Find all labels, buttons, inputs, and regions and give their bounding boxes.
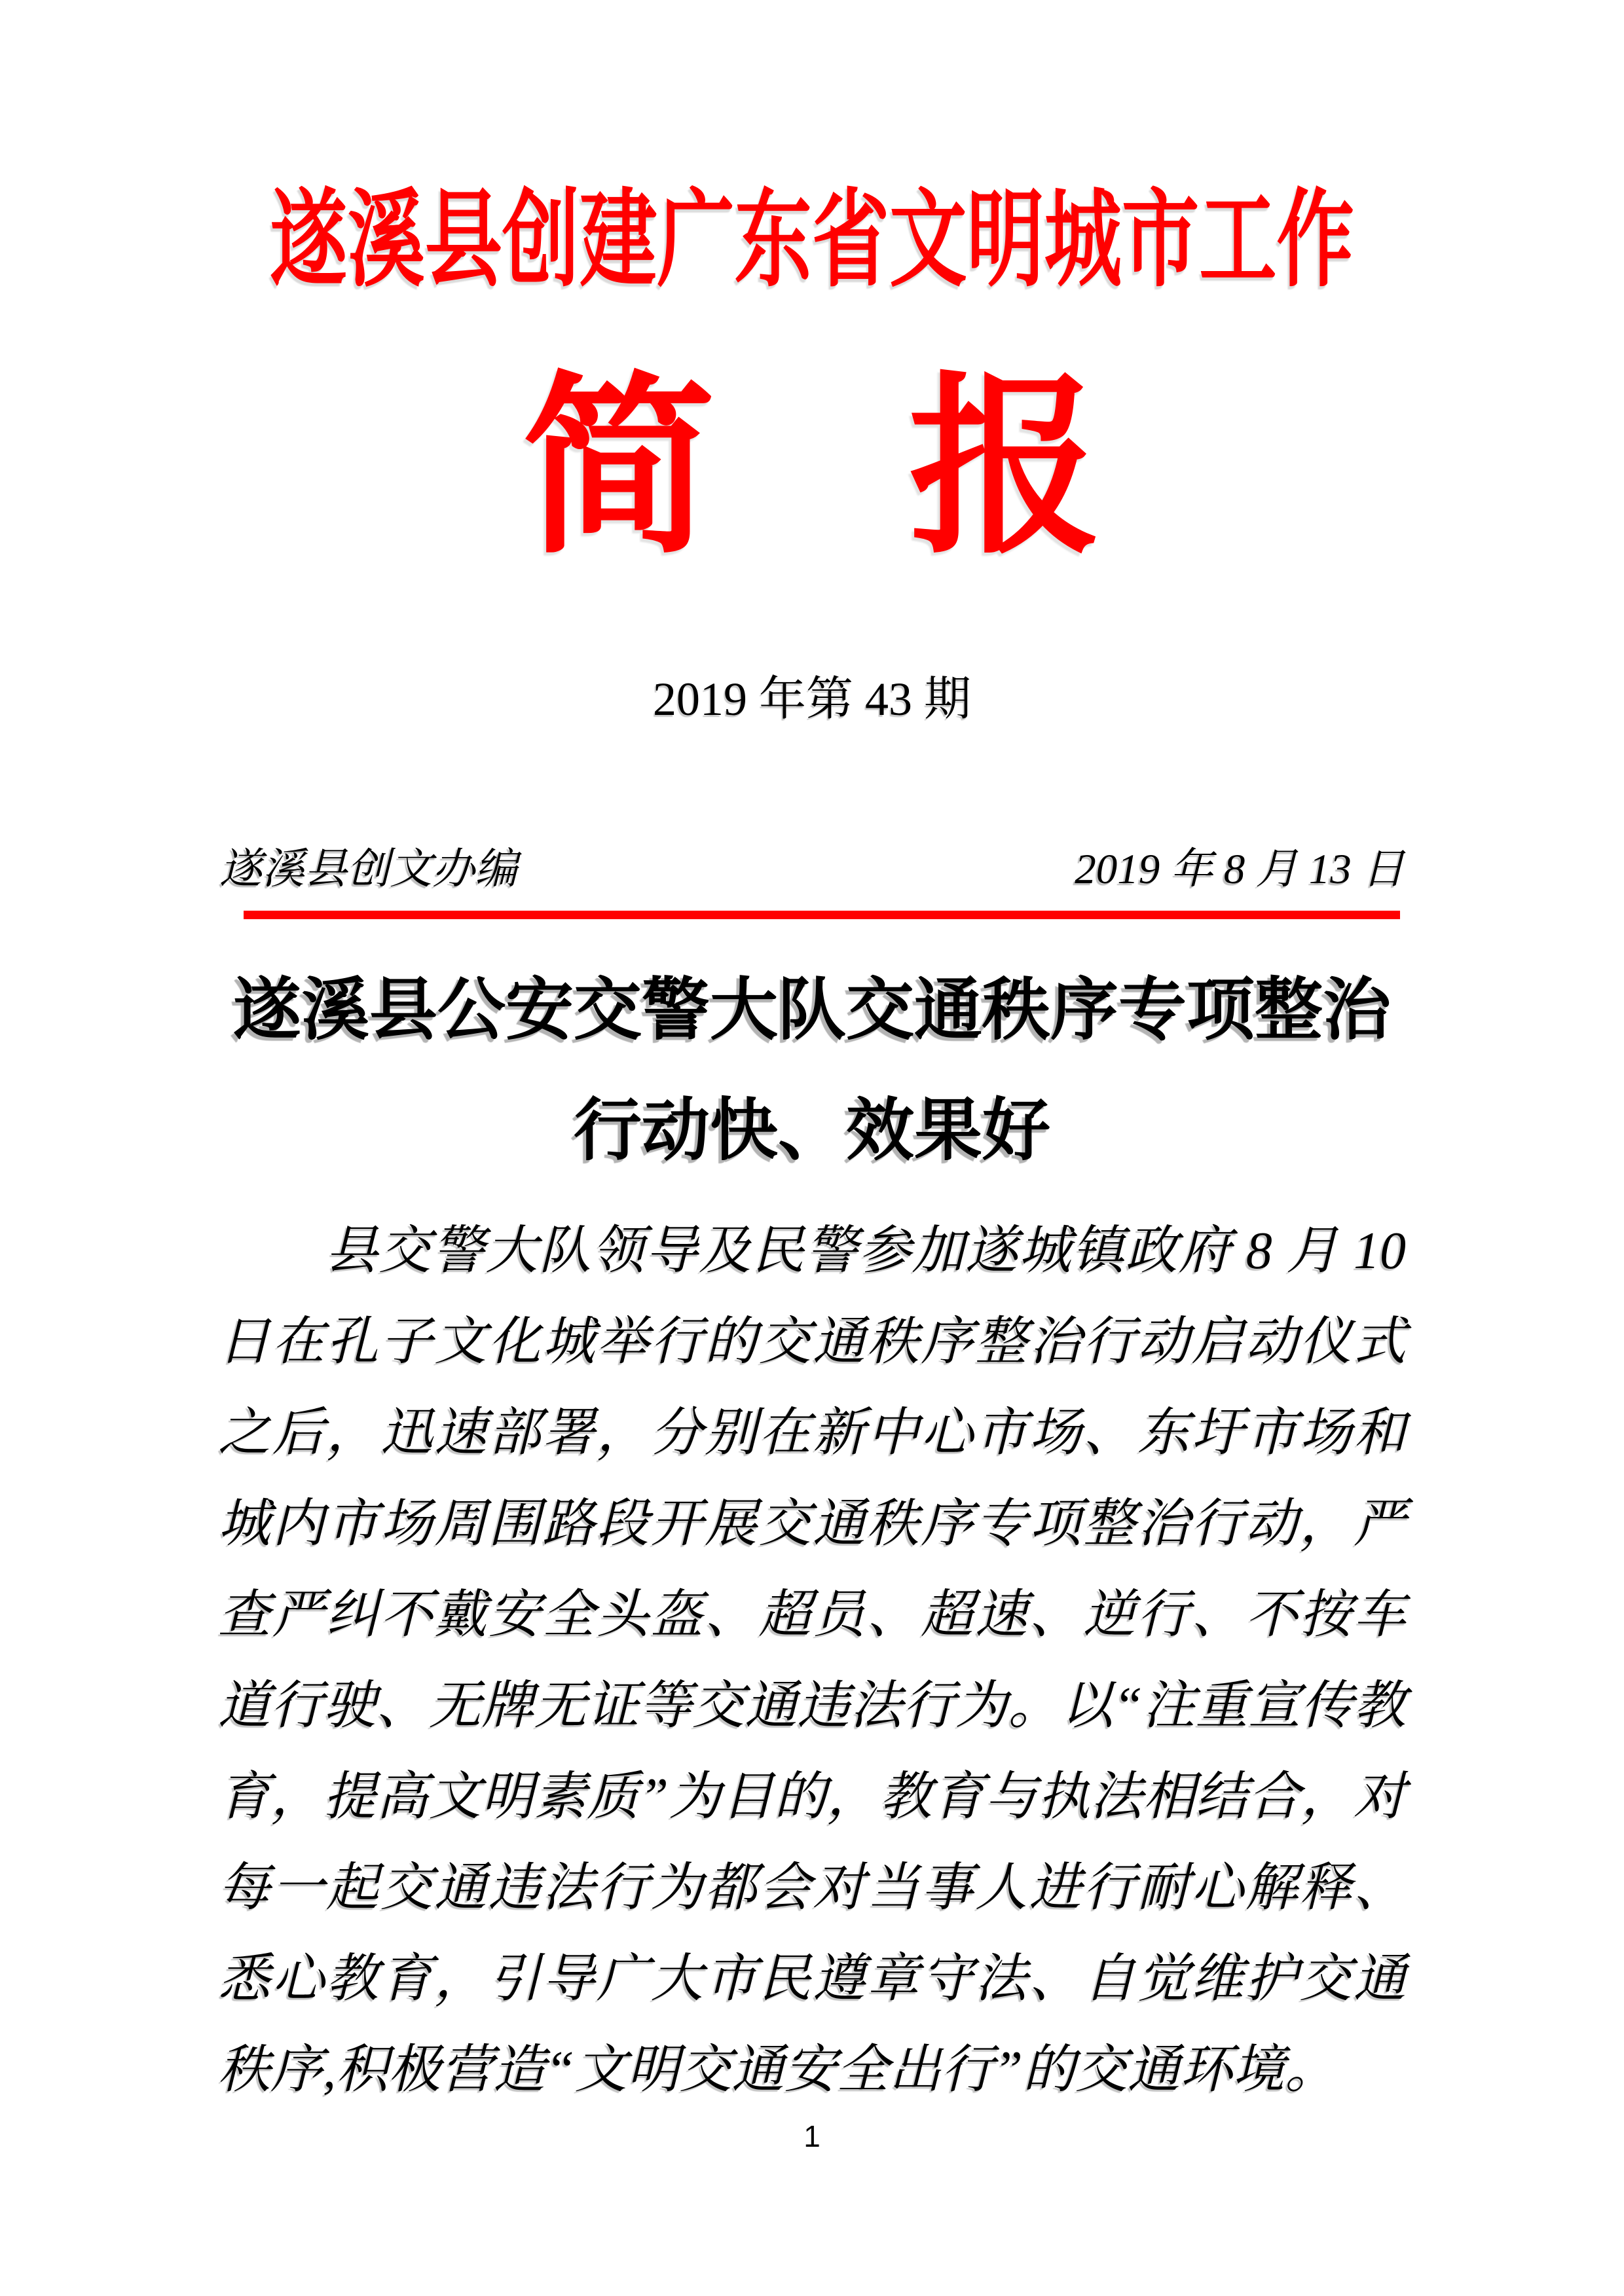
- masthead-org-title: 遂溪县创建广东省文明城市工作: [270, 183, 1354, 300]
- article-title-line2: 行动快、效果好: [573, 1093, 1050, 1169]
- issue-number-line: 2019 年第 43 期: [652, 673, 971, 725]
- page-number: 1: [803, 2119, 821, 2153]
- article-title-line1: 遂溪县公安交警大队交通秩序专项整治: [232, 973, 1391, 1048]
- meta-row: [219, 842, 1405, 898]
- article-title: [0, 951, 1624, 1192]
- publish-date: 2019 年 8 月 13 日: [1075, 846, 1405, 893]
- article-body-paragraph: 县交警大队领导及民警参加遂城镇政府 8 月 10 日在孔子文化城举行的交通秩序整治行动启动仪式之后，迅速部署，分别在新中心市场、东圩市场和城内市场周围路段开展交通秩序专项整治行动，严查严纠不戴安全头盔、超员、超速、逆行、不按车道行驶、无牌无证等交通违法行为。以“注重宣传教育，提高文明素质”为目的，教育与执法相结合，对每一起交通违法行为都会对当事人进行耐心解释、悉心教育，引导广大市民遵章守法、自觉维护交通秩序,积极营造“文明交通安全出行”的交通环境。: [218, 1222, 1406, 2099]
- masthead-brief-title: 简 报: [522, 362, 1102, 576]
- editor-credit: 遂溪县创文办编: [219, 846, 518, 893]
- red-divider-rule: [244, 911, 1400, 919]
